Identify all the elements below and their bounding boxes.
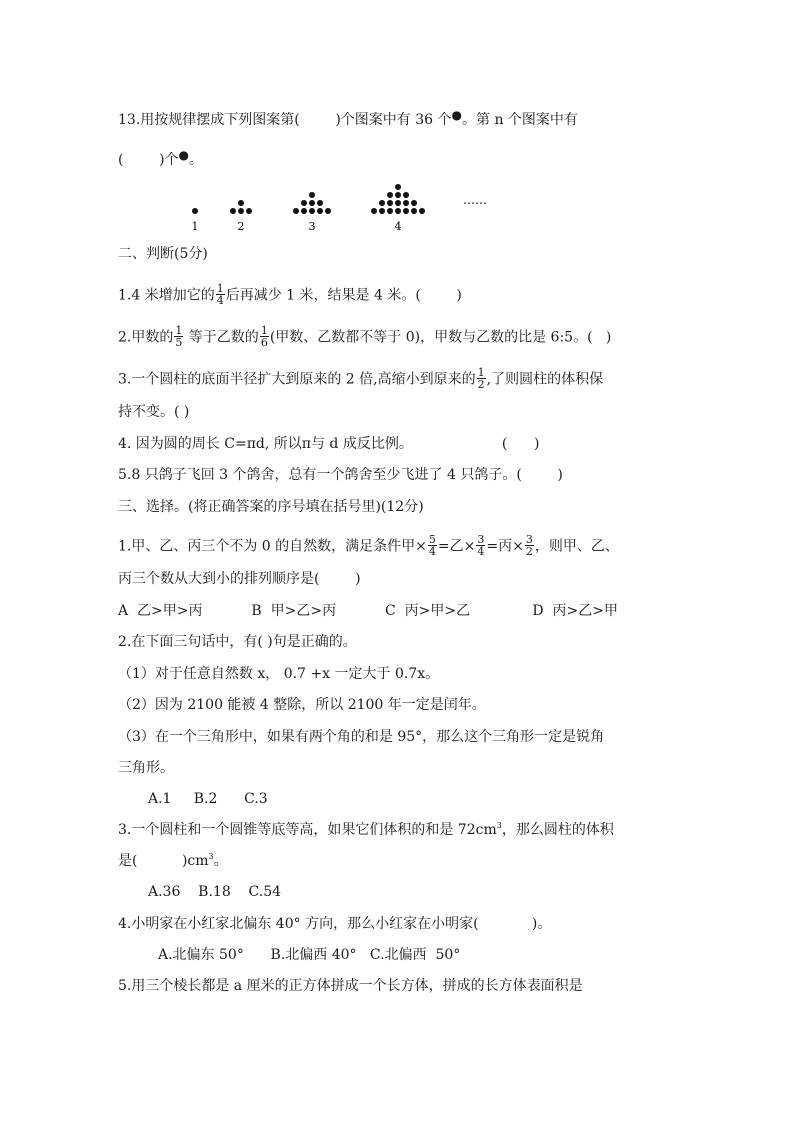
frac-num: 3 (525, 533, 533, 546)
pattern-dot (403, 208, 409, 214)
pattern-dot (317, 200, 323, 206)
pattern-dot (395, 208, 401, 214)
q13-blank-1 (300, 112, 336, 128)
choice-1-options: A 乙>甲>丙 B 甲>乙>丙 C 丙>甲>乙 D 丙>乙>甲 (118, 603, 618, 619)
pattern-dot (309, 192, 315, 198)
pattern-dot (379, 208, 385, 214)
pattern-ellipsis: …… (463, 193, 487, 207)
choice-5-stem: 5.用三个棱长都是 a 厘米的正方体拼成一个长方体，拼成的长方体表面积是 (118, 978, 583, 994)
pattern-dot (309, 200, 315, 206)
choice-3-line1 (118, 820, 614, 842)
choice-3-line2 (118, 851, 228, 873)
frac-den: 4 (428, 545, 436, 558)
judge-2-post: (甲数、乙数都不等于 0)，甲数与乙数的比是 6:5。( ) (269, 329, 612, 346)
q13-text-d: ( (118, 152, 124, 168)
pattern-dot (411, 208, 417, 214)
q13-blank-2 (123, 152, 159, 168)
pattern-dot (387, 200, 393, 206)
frac-den: 4 (216, 294, 224, 307)
judge-item-2 (118, 326, 611, 349)
section3-heading: 三、选择。(将正确答案的序号填在括号里)(12分) (118, 499, 424, 515)
dot-icon: ● (451, 108, 463, 122)
choice-3-line2-pre: 是( )cm (118, 853, 209, 869)
choice-4-options: A.北偏东 50° B.北偏西 40° C.北偏西 50° (158, 947, 461, 963)
fraction (476, 534, 485, 557)
q13-text-f: 。 (189, 152, 204, 168)
q13-line2 (118, 150, 203, 170)
figure-label-1: 1 (191, 220, 199, 233)
figure-label-4: 4 (394, 220, 402, 233)
choice-2-statement-3a: （3）在一个三角形中，如果有两个角的和是 95°，那么这个三角形一定是锐角 (118, 729, 605, 745)
dot-pattern-figure (185, 178, 505, 238)
frac-num: 1 (216, 282, 224, 295)
frac-num: 1 (260, 324, 268, 337)
pattern-dot (238, 200, 244, 206)
q13-text-b: )个图案中有 36 个 (335, 112, 452, 128)
choice-3-pre: 3.一个圆柱和一个圆锥等底等高，如果它们体积的和是 72cm (118, 822, 497, 838)
pattern-dot (379, 200, 385, 206)
frac-den: 4 (477, 545, 485, 558)
pattern-dot (301, 200, 307, 206)
choice-1-line2: 丙三个数从大到小的排列顺序是( ) (118, 571, 361, 587)
frac-num: 1 (477, 366, 485, 379)
pattern-dot (419, 208, 425, 214)
pattern-dot (238, 208, 244, 214)
choice-1-mid1: =乙× (437, 538, 476, 555)
pattern-dot (387, 192, 393, 198)
choice-4-stem: 4.小明家在小红家北偏东 40° 方向，那么小红家在小明家( )。 (118, 916, 552, 932)
choice-2-statement-3b: 三角形。 (118, 760, 174, 776)
fraction (428, 534, 437, 557)
q13-text-e: )个 (159, 152, 179, 168)
dot-pattern-svg (185, 178, 505, 238)
choice-3-options: A.36 B.18 C.54 (148, 884, 282, 900)
q13-line1 (118, 110, 578, 130)
pattern-dot (403, 200, 409, 206)
pattern-dot (230, 208, 236, 214)
judge-1-pre: 1.4 米增加它的 (118, 287, 215, 304)
q13-text-a: 13.用按规律摆成下列图案第( (118, 112, 300, 128)
choice-3-line2-post: 。 (213, 853, 228, 869)
fraction (260, 325, 269, 348)
choice-2-options: A.1 B.2 C.3 (148, 791, 268, 807)
pattern-dot (309, 208, 315, 214)
fraction (216, 283, 225, 306)
pattern-dot (395, 200, 401, 206)
frac-den: 5 (175, 336, 183, 349)
judge-3-pre: 3.一个圆柱的底面半径扩大到原来的 2 倍,高缩小到原来的 (118, 371, 476, 388)
choice-1-post: ，则甲、乙、 (534, 538, 619, 555)
judge-2-mid: 等于乙数的 (184, 329, 259, 346)
pattern-dot (301, 208, 307, 214)
pattern-dot (293, 208, 299, 214)
choice-2-statement-1: （1）对于任意自然数 x， 0.7 +x 一定大于 0.7x。 (118, 666, 440, 682)
judge-1-post: 后再减少 1 米，结果是 4 米。( ) (225, 287, 462, 304)
superscript: 3 (208, 852, 214, 861)
fraction (477, 367, 486, 390)
pattern-dot (403, 192, 409, 198)
pattern-dot (395, 184, 401, 190)
choice-1-line1 (118, 535, 619, 558)
judge-item-3-line1 (118, 368, 603, 391)
judge-item-5: 5.8 只鸽子飞回 3 个鸽舍，总有一个鸽舍至少飞进了 4 只鸽子。( ) (118, 467, 563, 483)
choice-3-post: ，那么圆柱的体积 (501, 822, 614, 838)
pattern-dot (317, 208, 323, 214)
pattern-dot (192, 208, 198, 214)
figure-label-3: 3 (308, 220, 316, 233)
choice-2-stem: 2.在下面三句话中，有( )句是正确的。 (118, 634, 357, 650)
choice-1-pre: 1.甲、乙、丙三个不为 0 的自然数，满足条件甲× (118, 538, 427, 555)
frac-den: 2 (525, 545, 533, 558)
frac-den: 2 (477, 378, 485, 391)
pattern-dot (387, 208, 393, 214)
choice-1-mid2: =丙× (486, 538, 524, 555)
judge-item-3-line2: 持不变。( ) (118, 404, 190, 420)
pattern-dot (325, 208, 331, 214)
fraction (174, 325, 183, 348)
frac-den: 6 (260, 336, 268, 349)
section2-heading: 二、判断(5分) (118, 246, 208, 262)
pattern-dot (411, 200, 417, 206)
pattern-dot (371, 208, 377, 214)
figure-label-2: 2 (237, 220, 245, 233)
frac-num: 1 (175, 324, 183, 337)
judge-item-1 (118, 284, 462, 307)
q13-text-c: 。第 n 个图案中有 (462, 112, 578, 128)
pattern-dot (395, 192, 401, 198)
frac-num: 5 (428, 533, 436, 546)
judge-item-4: 4. 因为圆的周长 C=πd, 所以π与 d 成反比例。 ( ) (118, 436, 540, 452)
frac-num: 3 (477, 533, 485, 546)
choice-2-statement-2: （2）因为 2100 能被 4 整除，所以 2100 年一定是闰年。 (118, 697, 486, 713)
judge-2-pre: 2.甲数的 (118, 329, 174, 346)
dot-icon: ● (178, 148, 190, 162)
superscript: 3 (496, 821, 502, 830)
judge-3-post: ,了则圆柱的体积保 (486, 371, 604, 388)
fraction (525, 534, 534, 557)
pattern-dot (246, 208, 252, 214)
